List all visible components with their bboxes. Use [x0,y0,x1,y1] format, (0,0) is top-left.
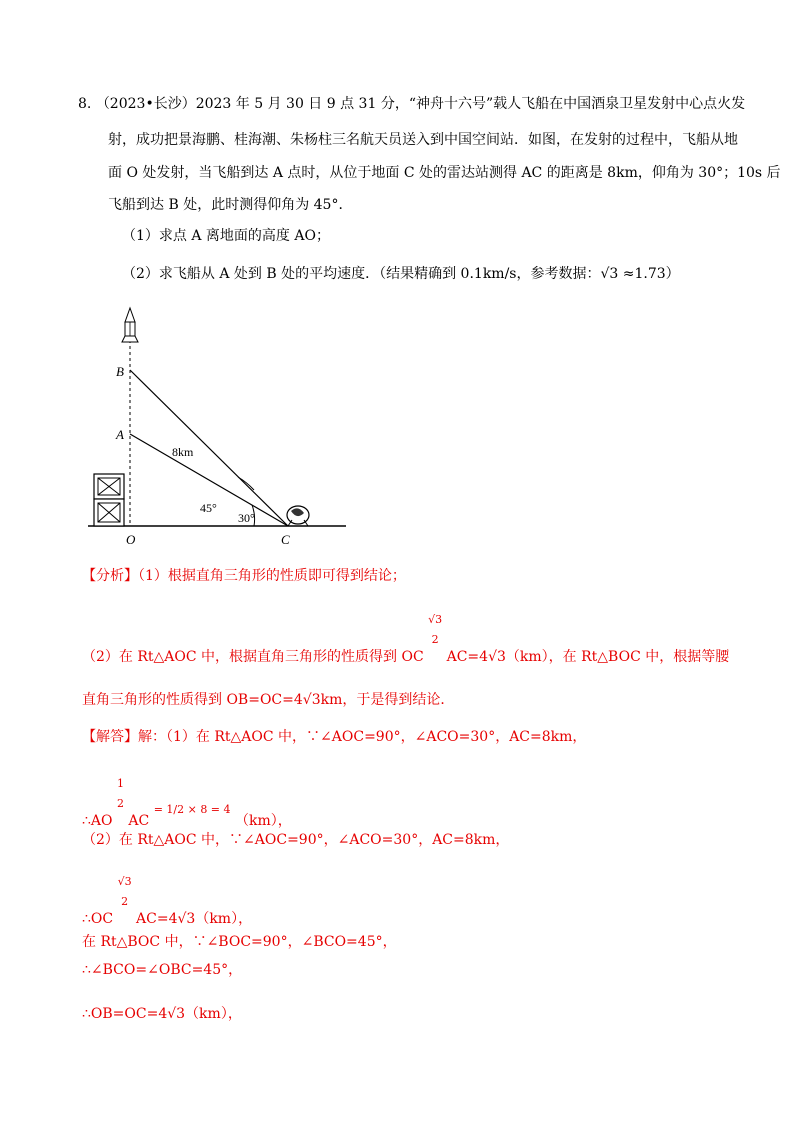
analysis-fraction-denominator: 2 [431,633,439,646]
solution-line-7: ∴OB=OC=4√3（km）， [82,1006,242,1022]
solution-text-2c: = 1/2 × 8 = 4 [153,803,231,816]
problem-line-2: 射，成功把景海鹏、桂海潮、朱杨柱三名航天员送入到中国空间站．如图，在发射的过程中，飞船从地 [108,132,738,148]
analysis-text-2b: AC=4√3（km），在 Rt△BOC 中，根据等腰 [446,649,730,665]
question-1: （1）求点 A 离地面的高度 AO； [122,228,330,244]
solution-fraction-2-numerator: √3 [117,875,132,888]
label-8km: 8km [172,445,194,459]
problem-text-1: 2023 年 5 月 30 日 9 点 31 分，“神舟十六号”载人飞船在中国酒泉卫星发射中心点火发 [195,96,746,112]
analysis-line-3: 直角三角形的性质得到 OB=OC=4√3km，于是得到结论． [82,692,455,708]
analysis-fraction-numerator: √3 [428,613,443,626]
problem-line-1 [78,94,745,114]
solution-line-2 [82,777,292,832]
label-B: B [116,364,124,379]
label-30-degrees: 30° [238,511,255,525]
analysis-line-2 [82,613,730,668]
question-2: （2）求飞船从 A 处到 B 处的平均速度．（结果精确到 0.1km/s，参考数据：√3 ≈1.73） [122,266,680,282]
launch-tower-icon [94,474,124,526]
solution-line-3: （2）在 Rt△AOC 中，∵∠AOC=90°，∠ACO=30°，AC=8km， [82,832,510,848]
solution-line-4 [82,875,253,930]
solution-line-5: 在 Rt△BOC 中，∵∠BOC=90°，∠BCO=45°， [82,934,397,950]
solution-text-2b: AC [128,813,150,829]
problem-line-4: 飞船到达 B 处，此时测得仰角为 45°． [108,197,353,213]
problem-number: 8. [78,96,92,112]
solution-line-6: ∴∠BCO=∠OBC=45°， [82,962,243,978]
solution-text-4b: AC=4√3（km）， [136,911,253,927]
solution-text-1: 解：（1）在 Rt△AOC 中，∵∠AOC=90°，∠ACO=30°，AC=8km， [138,729,587,745]
radar-station-icon [287,506,309,526]
label-45-degrees: 45° [200,501,217,515]
problem-source: （2023•长沙） [95,96,196,112]
solution-fraction-1 [117,774,124,814]
solution-fraction-1-numerator: 1 [116,777,124,790]
label-A: A [116,427,124,442]
solution-unit-2: （km）， [234,813,292,829]
geometry-diagram [88,300,350,550]
solution-text-4a: ∴OC [82,911,114,927]
solution-line-1 [82,727,586,747]
solution-tag: 【解答】 [82,729,138,745]
label-O: O [126,532,136,547]
solution-fraction-1-denominator: 2 [116,797,124,810]
problem-line-3: 面 O 处发射，当飞船到达 A 点时，从位于地面 C 处的雷达站测得 AC 的距离是 8km，仰角为 30°；10s 后 [108,165,781,181]
solution-fraction-2-denominator: 2 [121,895,129,908]
analysis-tag: 【分析】 [82,568,138,584]
solution-text-2a: ∴AO [82,813,113,829]
analysis-line-1 [82,566,406,586]
arc-45 [238,477,254,490]
analysis-text-1: （1）根据直角三角形的性质即可得到结论； [138,568,406,584]
label-C: C [281,532,290,547]
analysis-text-2a: （2）在 Rt△AOC 中，根据直角三角形的性质得到 OC [82,649,424,665]
rocket-icon [122,308,138,342]
analysis-fraction [428,610,442,650]
solution-fraction-2 [118,872,132,912]
